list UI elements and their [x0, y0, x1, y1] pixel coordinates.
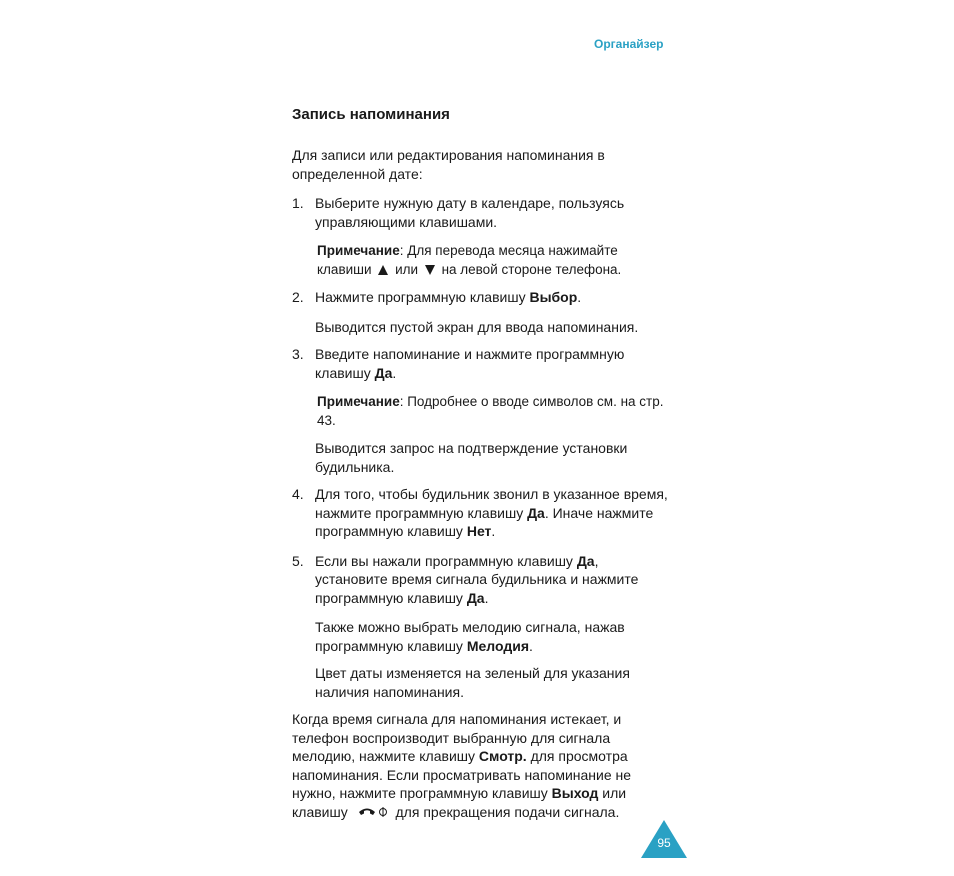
note-label: Примечание: [317, 243, 400, 258]
section-header: Органайзер: [594, 37, 664, 51]
step-3: 3. Введите напоминание и нажмите программную клавишу Да.: [292, 346, 625, 381]
step-2-result: Выводится пустой экран для ввода напоминания.: [315, 318, 639, 335]
step-4: 4. Для того, чтобы будильник звонил в указанное время, нажмите программную клавишу Да. Иначе нажмите программную клавишу Нет.: [292, 486, 668, 539]
outro-paragraph: Когда время сигнала для напоминания истекает, и телефон воспроизводит выбранную для сигнала мелодию, нажмите клавишу Смотр. для просмотра напоминания. Если просматривать напоминание не нужно, нажмите программную клавишу Выход или клавишу для прекращения подачи сигнала.: [292, 710, 672, 822]
end-call-key-icon: [358, 804, 388, 823]
step-number: 5.: [292, 552, 304, 569]
softkey-label: Нет: [466, 523, 492, 539]
step-2: 2. Нажмите программную клавишу Выбор.: [292, 289, 582, 305]
softkey-label: Да: [576, 552, 595, 569]
step-5-melody: Также можно выбрать мелодию сигнала, нажав программную клавишу Мелодия.: [315, 619, 625, 654]
note-3: [315, 393, 672, 430]
down-arrow-icon: [425, 265, 435, 275]
softkey-label: Мелодия: [466, 637, 530, 654]
softkey-label: Да: [374, 364, 393, 381]
note-text: Примечание: Подробнее о вводе символов см. на стр. 43.: [317, 394, 664, 428]
note-text: Примечание: Для перевода месяца нажимайте клавиши или на левой стороне телефона.: [317, 243, 622, 277]
intro-paragraph: Для записи или редактирования напоминания в определенной дате:: [292, 147, 605, 182]
page-content: [292, 105, 672, 822]
note-1: [315, 242, 672, 279]
step-1: [292, 194, 672, 231]
page-title: Запись напоминания: [292, 106, 450, 123]
step-number: 1.: [292, 195, 304, 211]
step-5-date-color: Цвет даты изменяется на зеленый для указания наличия напоминания.: [315, 665, 630, 700]
step-number: 3.: [292, 346, 304, 362]
softkey-label: Да: [527, 504, 545, 521]
page-number-badge: [641, 820, 687, 858]
softkey-label: Смотр.: [478, 748, 527, 764]
step-text: Выберите нужную дату в календаре, пользуясь управляющими клавишами.: [315, 195, 625, 230]
note-label: Примечание: [317, 394, 400, 409]
softkey-label: Выбор: [529, 289, 578, 305]
step-number: 2.: [292, 289, 304, 305]
page-number: 95: [657, 836, 671, 850]
step-3-result: Выводится запрос на подтверждение установки будильника.: [315, 440, 628, 475]
step-number: 4.: [292, 486, 304, 502]
up-arrow-icon: [378, 265, 388, 275]
softkey-label: Да: [466, 589, 485, 606]
step-5: 5. Если вы нажали программную клавишу Да, установите время сигнала будильника и нажмите программную клавишу Да.: [292, 552, 639, 606]
softkey-label: Выход: [551, 785, 599, 801]
